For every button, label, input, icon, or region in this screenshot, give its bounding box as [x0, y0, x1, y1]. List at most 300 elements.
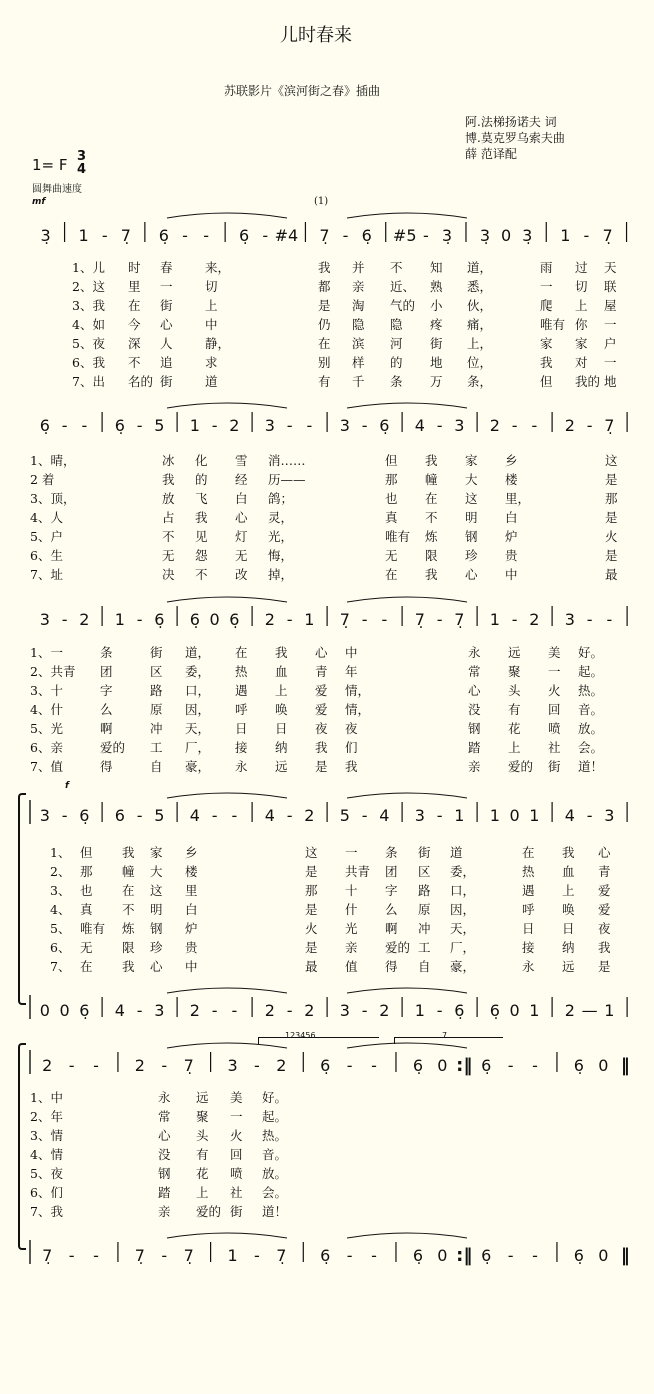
lyric-verse-2: [0, 662, 654, 681]
dynamic-mf: mf: [32, 197, 46, 207]
jianpu-note: -: [436, 1001, 443, 1020]
tempo-marking: 圆舞曲速度: [32, 184, 82, 195]
jianpu-note: :‖: [456, 1245, 473, 1266]
lyric-word: 回: [548, 702, 561, 717]
notation-line-7: [30, 1230, 635, 1280]
lyric-word: 珍: [150, 940, 163, 955]
jianpu-note: -: [436, 806, 443, 825]
lyric-word: 心: [315, 645, 328, 660]
lyric-word: 雨: [540, 260, 553, 275]
jianpu-note: -: [531, 416, 538, 435]
lyric-word: 日: [562, 921, 575, 936]
jianpu-note: 3: [414, 806, 425, 825]
lyric-word: 街: [430, 336, 443, 351]
lyric-word: 爱的: [196, 1204, 222, 1219]
jianpu-note: -: [93, 1246, 99, 1265]
lyric-word: 1、儿: [72, 260, 105, 275]
jianpu-note: 6̣: [573, 1056, 584, 1075]
lyric-word: 上: [562, 883, 575, 898]
jianpu-note: 6̣: [361, 226, 372, 245]
notation-svg-1: [30, 210, 635, 260]
lyric-word: 日: [235, 721, 248, 736]
jianpu-note: -: [161, 1246, 168, 1265]
lyric-word: 条: [385, 845, 398, 860]
lyric-word: 这: [605, 453, 618, 468]
jianpu-note: -: [507, 1056, 514, 1075]
lyric-word: 灯: [235, 529, 248, 544]
lyric-word: 3、顶，: [30, 491, 76, 506]
lyric-word: 家: [540, 336, 553, 351]
jianpu-note: 1: [304, 610, 315, 629]
lyric-word: 乡: [505, 453, 518, 468]
lyric-word: 呼: [235, 702, 248, 717]
lyric-verse-5: [0, 919, 654, 938]
lyric-word: 深: [128, 336, 141, 351]
jianpu-note: 0: [59, 1001, 70, 1020]
lyric-word: 别: [318, 355, 331, 370]
lyric-verse-7: [0, 565, 654, 584]
lyric-word: 河: [390, 336, 403, 351]
lyric-word: 在: [128, 298, 141, 313]
lyric-word: 热。: [262, 1128, 288, 1143]
lyric-word: 家: [465, 453, 478, 468]
lyric-word: 冰: [162, 453, 175, 468]
jianpu-note: 6̣: [379, 416, 390, 435]
lyric-verse-6: [0, 738, 654, 757]
lyric-verse-3: [0, 1126, 654, 1145]
lyric-word: 静，: [205, 336, 231, 351]
lyric-word: 经: [235, 472, 248, 487]
lyric-word: 3、情: [30, 1128, 63, 1143]
lyric-verse-4: [0, 900, 654, 919]
lyric-word: 永: [235, 759, 248, 774]
lyric-word: 夜: [598, 921, 611, 936]
jianpu-note: 2: [276, 1056, 287, 1075]
jianpu-note: -: [136, 806, 143, 825]
lyric-word: 那: [80, 864, 93, 879]
jianpu-note: -: [61, 610, 68, 629]
lyric-word: 乡: [185, 845, 198, 860]
lyric-word: 不: [195, 567, 208, 582]
lyric-word: 踏: [158, 1185, 171, 1200]
jianpu-note: -: [203, 226, 210, 245]
lyric-word: 唤: [275, 702, 288, 717]
lyric-word: 伙，: [467, 298, 493, 313]
jianpu-note: -: [371, 1056, 377, 1075]
jianpu-note: 5: [154, 806, 165, 825]
lyric-word: 2、: [50, 864, 71, 879]
lyric-word: 里: [128, 279, 141, 294]
lyric-word: 淘: [352, 298, 365, 313]
lyric-word: 起。: [262, 1109, 288, 1124]
lyric-word: 钢: [465, 529, 478, 544]
lyric-word: 街: [230, 1204, 243, 1219]
lyric-word: 条: [100, 645, 113, 660]
lyric-word: 远: [508, 645, 521, 660]
lyric-word: 楼: [185, 864, 198, 879]
lyric-word: 隐: [352, 317, 365, 332]
lyric-word: 工: [418, 940, 431, 955]
lyric-word: 那: [605, 491, 618, 506]
lyric-word: 我: [195, 510, 208, 525]
lyric-verse-4: [0, 1145, 654, 1164]
lyric-word: 7、值: [30, 759, 63, 774]
lyric-word: 十: [345, 883, 358, 898]
lyric-word: 远: [196, 1090, 209, 1105]
lyric-word: 楼: [505, 472, 518, 487]
lyric-word: 心: [160, 317, 173, 332]
jianpu-note: -: [286, 806, 293, 825]
jianpu-note: 4: [114, 1001, 125, 1020]
lyric-word: 鸽；: [268, 491, 294, 506]
jianpu-note: -: [306, 416, 313, 435]
jianpu-note: 0: [437, 1056, 448, 1075]
lyric-word: 自: [150, 759, 163, 774]
lyric-word: 你: [575, 317, 588, 332]
lyric-word: 气的: [390, 298, 416, 313]
lyric-word: 心: [150, 959, 163, 974]
jianpu-note: 2: [42, 1056, 53, 1075]
notation-svg-5: [30, 985, 635, 1035]
lyric-word: 3、我: [72, 298, 105, 313]
lyric-word: 在: [318, 336, 331, 351]
jianpu-note: 7̣: [42, 1246, 53, 1265]
lyric-word: 道，: [467, 260, 493, 275]
jianpu-note: -: [511, 416, 518, 435]
lyric-word: 对: [575, 355, 588, 370]
lyric-word: 在: [122, 883, 135, 898]
lyric-word: 2、年: [30, 1109, 63, 1124]
lyric-word: 美: [230, 1090, 243, 1105]
lyric-word: 热: [522, 864, 535, 879]
lyric-word: 是: [598, 959, 611, 974]
jianpu-note: 7̣: [602, 226, 613, 245]
lyric-word: 最: [605, 567, 618, 582]
jianpu-note: -: [586, 806, 593, 825]
lyric-word: 条: [390, 374, 403, 389]
lyric-word: 光: [345, 921, 358, 936]
lyric-word: 头: [508, 683, 521, 698]
notation-line-3: [30, 594, 635, 644]
jianpu-note: 6̣: [158, 226, 169, 245]
lyric-word: 最: [305, 959, 318, 974]
lyric-word: 原: [418, 902, 431, 917]
lyric-word: 心: [235, 510, 248, 525]
jianpu-note: 2: [264, 610, 275, 629]
jianpu-note: -: [93, 1056, 99, 1075]
jianpu-note: 3: [454, 416, 465, 435]
notation-svg-4: [30, 790, 635, 840]
tie-slur: [167, 793, 287, 798]
lyric-word: 豪，: [450, 959, 476, 974]
lyric-word: 见: [195, 529, 208, 544]
lyric-word: 我: [122, 959, 135, 974]
jianpu-note: -: [61, 806, 68, 825]
jianpu-note: 6̣: [154, 610, 165, 629]
lyric-verse-4: [0, 315, 654, 334]
lyric-word: 心: [465, 567, 478, 582]
lyric-word: 道: [450, 845, 463, 860]
jianpu-note: 2: [379, 1001, 390, 1020]
notation-line-1: [30, 210, 635, 260]
jianpu-note: 1: [529, 806, 540, 825]
lyric-word: 不: [122, 902, 135, 917]
jianpu-note: -: [361, 1001, 368, 1020]
lyric-word: 喷: [230, 1166, 243, 1181]
jianpu-note: 3: [39, 610, 50, 629]
lyric-word: 爬: [540, 298, 553, 313]
dynamic-f: f: [65, 781, 69, 791]
lyric-word: 聚: [196, 1109, 209, 1124]
lyric-word: 条，: [467, 374, 493, 389]
lyric-word: 我: [275, 645, 288, 660]
lyric-word: 我: [345, 759, 358, 774]
lyric-word: 我: [425, 567, 438, 582]
lyric-word: 纳: [275, 740, 288, 755]
jianpu-note: -: [231, 806, 238, 825]
lyric-word: 得: [385, 959, 398, 974]
lyric-word: 掉，: [268, 567, 294, 582]
lyric-word: 唯有: [540, 317, 566, 332]
jianpu-note: 4: [414, 416, 425, 435]
lyric-word: 7、我: [30, 1204, 63, 1219]
lyric-word: 踏: [468, 740, 481, 755]
jianpu-note: 1: [189, 416, 200, 435]
jianpu-note: 6̣: [320, 1056, 331, 1075]
lyric-word: 上: [196, 1185, 209, 1200]
jianpu-note: 1: [414, 1001, 425, 1020]
tie-slur: [347, 403, 467, 408]
lyric-word: 天，: [185, 721, 211, 736]
lyric-word: 唤: [562, 902, 575, 917]
lyric-word: 年: [345, 664, 358, 679]
jianpu-note: 6̣: [573, 1246, 584, 1265]
lyric-word: 我: [315, 740, 328, 755]
jianpu-note: #4: [274, 226, 299, 245]
lyric-verse-4: [0, 700, 654, 719]
lyric-word: 炉: [505, 529, 518, 544]
lyric-word: 接: [235, 740, 248, 755]
lyric-word: 天，: [450, 921, 476, 936]
lyric-word: 2、共青: [30, 664, 76, 679]
lyric-verse-5: [0, 334, 654, 353]
jianpu-note: 6̣: [320, 1246, 331, 1265]
lyric-word: 4、什: [30, 702, 63, 717]
lyric-word: 幢: [425, 472, 438, 487]
lyric-verse-3: [0, 296, 654, 315]
lyric-word: 远: [275, 759, 288, 774]
lyric-word: 区: [418, 864, 431, 879]
lyric-word: 好。: [262, 1090, 288, 1105]
jianpu-note: 3: [154, 1001, 165, 1020]
lyric-word: 热: [235, 664, 248, 679]
lyric-word: 千: [352, 374, 365, 389]
lyric-word: 时: [128, 260, 141, 275]
lyric-verse-1: [0, 643, 654, 662]
jianpu-note: 1: [560, 226, 571, 245]
jianpu-note: -: [68, 1246, 75, 1265]
jianpu-note: -: [361, 610, 368, 629]
lyric-word: 街: [150, 645, 163, 660]
lyric-word: 万: [430, 374, 443, 389]
lyric-word: 2 着: [30, 472, 55, 487]
lyric-word: 5、夜: [72, 336, 105, 351]
jianpu-note: 0: [598, 1056, 609, 1075]
lyric-word: 情，: [345, 702, 371, 717]
lyric-word: 大: [465, 472, 478, 487]
lyric-verse-6: [0, 546, 654, 565]
notation-svg-2: [30, 400, 635, 450]
lyric-word: 无: [80, 940, 93, 955]
lyric-word: 爱: [598, 883, 611, 898]
lyric-word: 天: [604, 260, 617, 275]
jianpu-note: -: [586, 416, 593, 435]
lyric-word: 爱: [598, 902, 611, 917]
notation-line-5: [30, 985, 635, 1035]
lyric-word: 飞: [195, 491, 208, 506]
lyric-word: 的: [195, 472, 208, 487]
lyric-word: 不: [162, 529, 175, 544]
lyric-word: 6、生: [30, 548, 63, 563]
lyric-word: 灵，: [268, 510, 294, 525]
jianpu-note: 4: [379, 806, 390, 825]
lyric-word: 今: [128, 317, 141, 332]
lyric-word: 3、: [50, 883, 71, 898]
jianpu-note: -: [68, 1056, 75, 1075]
jianpu-note: -: [254, 1056, 260, 1075]
lyric-verse-3: [0, 881, 654, 900]
lyric-word: 家: [150, 845, 163, 860]
lyric-word: 我: [540, 355, 553, 370]
jianpu-note: 7̣: [276, 1246, 287, 1265]
lyric-word: 中: [185, 959, 198, 974]
jianpu-note: 1: [604, 1001, 615, 1020]
lyric-word: 4、情: [30, 1147, 63, 1162]
jianpu-note: -: [436, 416, 443, 435]
lyric-word: 是: [605, 510, 618, 525]
lyric-word: 遇: [522, 883, 535, 898]
lyric-word: 追: [160, 355, 173, 370]
lyric-word: 花: [508, 721, 521, 736]
lyric-word: 5、夜: [30, 1166, 63, 1181]
lyric-word: 原: [150, 702, 163, 717]
lyric-word: 也: [80, 883, 93, 898]
lyric-word: 常: [468, 664, 481, 679]
jianpu-note: -: [101, 226, 108, 245]
lyric-word: 6、亲: [30, 740, 63, 755]
lyric-word: 自: [418, 959, 431, 974]
lyric-word: 6、们: [30, 1185, 63, 1200]
lyric-word: 1、晴，: [30, 453, 76, 468]
jianpu-note: 7̣: [183, 1246, 194, 1265]
jianpu-note: 3: [339, 1001, 350, 1020]
lyric-word: 因，: [185, 702, 211, 717]
lyric-verse-6: [0, 353, 654, 372]
lyric-word: 回: [230, 1147, 243, 1162]
lyric-word: 么: [100, 702, 113, 717]
lyric-word: 决: [162, 567, 175, 582]
lyric-word: 厂，: [185, 740, 211, 755]
jianpu-note: 3: [264, 416, 275, 435]
lyric-verse-5: [0, 527, 654, 546]
lyric-word: 永: [468, 645, 481, 660]
jianpu-note: 2: [134, 1056, 145, 1075]
jianpu-note: 0: [209, 610, 220, 629]
lyric-word: 心: [158, 1128, 171, 1143]
lyric-word: 团: [100, 664, 113, 679]
lyric-word: 悔，: [268, 548, 294, 563]
jianpu-note: -: [422, 226, 429, 245]
jianpu-note: 3: [564, 610, 575, 629]
jianpu-note: 3: [39, 806, 50, 825]
jianpu-note: -: [586, 610, 593, 629]
jianpu-note: 1: [489, 806, 500, 825]
lyric-word: 路: [418, 883, 431, 898]
jianpu-note: -: [286, 610, 293, 629]
lyric-verse-2: [0, 1107, 654, 1126]
lyric-word: 爱: [315, 683, 328, 698]
jianpu-note: -: [346, 1246, 353, 1265]
tie-slur: [347, 597, 467, 602]
notation-svg-3: [30, 594, 635, 644]
lyric-word: 真: [385, 510, 398, 525]
lyric-word: 街: [160, 374, 173, 389]
tie-slur: [167, 213, 287, 218]
lyric-word: 亲: [468, 759, 481, 774]
lyric-word: 们: [345, 740, 358, 755]
lyric-word: 什: [345, 902, 358, 917]
jianpu-note: 1: [489, 610, 500, 629]
lyric-word: 6、我: [72, 355, 105, 370]
jianpu-note: -: [511, 610, 518, 629]
lyric-word: 真: [80, 902, 93, 917]
jianpu-note: -: [231, 1001, 238, 1020]
jianpu-note: 6̣: [489, 1001, 500, 1020]
jianpu-note: 7̣: [183, 1056, 194, 1075]
lyric-word: 是: [305, 940, 318, 955]
rehearsal-marker: (1): [314, 196, 329, 207]
lyric-word: 我: [162, 472, 175, 487]
tie-slur: [347, 988, 467, 993]
lyric-word: 5、光: [30, 721, 63, 736]
lyric-word: 近、: [390, 279, 416, 294]
jianpu-note: 2: [79, 610, 90, 629]
lyric-word: 地: [604, 374, 617, 389]
lyric-word: 社: [230, 1185, 243, 1200]
lyric-word: 心: [468, 683, 481, 698]
lyric-word: 好。: [578, 645, 604, 660]
lyric-word: 户: [604, 336, 617, 351]
lyric-word: 常: [158, 1109, 171, 1124]
jianpu-note: 6̣: [412, 1056, 424, 1075]
lyric-word: 无: [162, 548, 175, 563]
lyric-word: 家: [575, 336, 588, 351]
lyric-word: 滨: [352, 336, 365, 351]
lyric-word: 道: [205, 374, 218, 389]
lyric-word: 但: [80, 845, 93, 860]
notation-svg-6: [30, 1040, 635, 1090]
jianpu-note: 0: [437, 1246, 448, 1265]
lyric-word: 字: [100, 683, 113, 698]
lyric-word: 纳: [562, 940, 575, 955]
lyric-word: 爱的: [508, 759, 534, 774]
lyric-word: 一: [548, 664, 561, 679]
lyric-word: 不: [128, 355, 141, 370]
lyric-word: 炼: [425, 529, 438, 544]
lyric-word: 里，: [505, 491, 531, 506]
jianpu-note: -: [81, 416, 88, 435]
jianpu-note: 7̣: [414, 610, 425, 629]
